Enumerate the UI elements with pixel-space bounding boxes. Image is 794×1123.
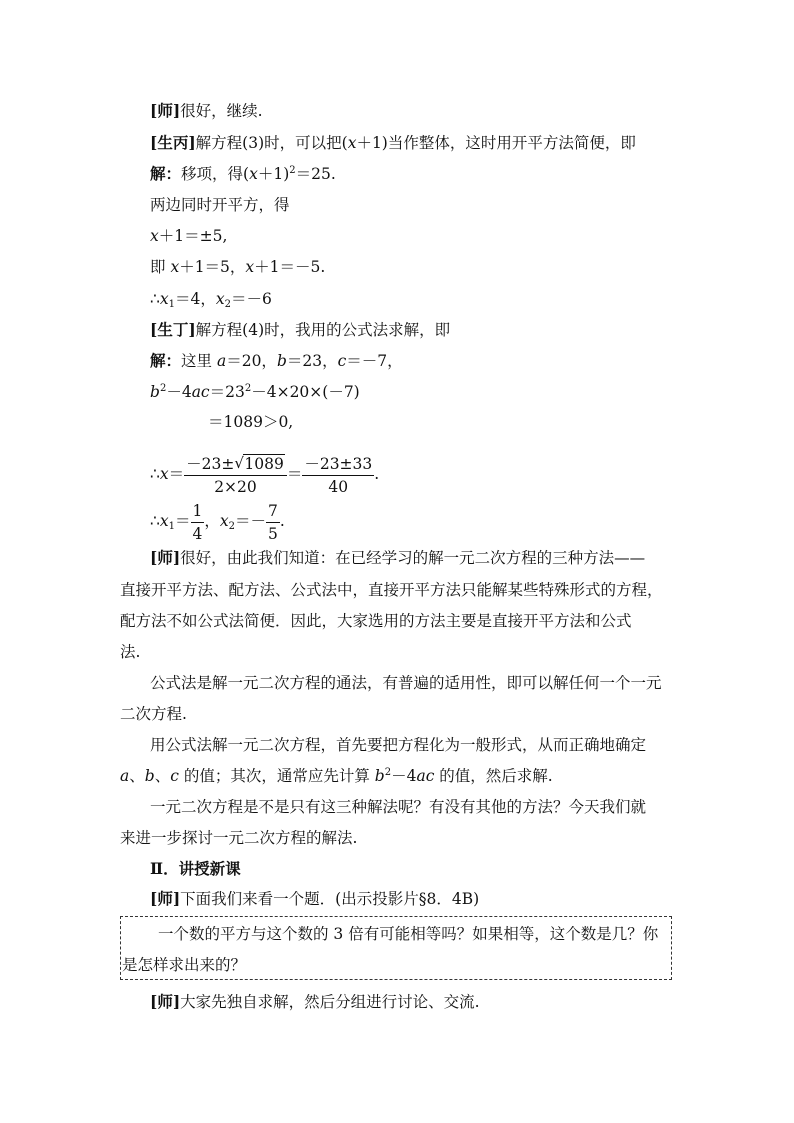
denominator: 4 — [192, 524, 203, 543]
line-text: 配方法不如公式法简便．因此，大家选用的方法主要是直接开平方法和公式 — [120, 612, 632, 630]
exponent: 2 — [159, 383, 167, 394]
solution-lead: 解： — [150, 351, 182, 370]
variable: b — [276, 352, 287, 370]
line-text: 的值，然后求解. — [434, 767, 553, 785]
variable: x — [170, 258, 180, 276]
line-text: 二次方程. — [120, 705, 187, 723]
line-text: ＋1) — [257, 165, 290, 183]
numerator: －23±33 — [302, 455, 374, 476]
solution-line-5 — [150, 289, 272, 309]
subscript: 1 — [168, 299, 175, 310]
line-text: ＋1＝±5, — [158, 227, 228, 245]
solution-line-2 — [150, 195, 290, 215]
line-text: 解方程(3)时，可以把( — [195, 134, 348, 152]
variable: x — [249, 165, 258, 183]
quadratic-formula-line — [150, 452, 379, 496]
speaker-label: [生丁] — [150, 320, 196, 339]
student-ding-line — [150, 320, 450, 340]
solution-line-1 — [150, 164, 336, 184]
line-text: ＋1＝5， — [179, 258, 246, 276]
line-text: 大家先独自求解，然后分组进行讨论、交流. — [180, 993, 480, 1011]
line-text: 下面我们来看一个题．(出示投影片§8．4B) — [180, 890, 480, 908]
variable: x — [219, 512, 229, 530]
line-text: ＝23， — [286, 352, 338, 370]
exponent: 2 — [384, 767, 392, 778]
line-text: 一个数的平方与这个数的 3 倍有可能相等吗？如果相等，这个数是几？你 — [158, 925, 659, 943]
line-text: 公式法是解一元二次方程的通法，有普遍的适用性，即可以解任何一个一元 — [150, 674, 662, 692]
fraction — [302, 455, 374, 496]
line-text: －4 — [391, 767, 417, 785]
paragraph-2-line-2 — [120, 704, 187, 724]
line-text: 是怎样求出来的？ — [122, 956, 247, 974]
line-text: ＝ — [168, 465, 185, 483]
teacher-line-1 — [150, 101, 263, 121]
therefore-symbol: ∴ — [150, 512, 160, 530]
variable: b — [374, 767, 385, 785]
teacher-paragraph-line-4 — [120, 642, 140, 662]
paragraph-2-line-1 — [150, 673, 662, 693]
paragraph-3-line-1 — [150, 735, 646, 755]
variable: b — [144, 767, 155, 785]
line-text: 用公式法解一元二次方程，首先要把方程化为一般形式，从而正确地确定 — [150, 736, 647, 754]
line-text: ＝1089＞0, — [208, 413, 294, 431]
variable: x — [215, 290, 225, 308]
section-heading — [150, 859, 241, 879]
subscript: 2 — [224, 299, 231, 310]
line-text: ＝25. — [295, 165, 336, 183]
numerator: 1 — [191, 502, 205, 523]
line-text: 来进一步探讨一元二次方程的解法. — [120, 829, 358, 847]
solution-line-3 — [150, 226, 227, 246]
variable: x — [159, 512, 169, 530]
variable: x — [159, 465, 169, 483]
paragraph-4-line-2 — [120, 828, 357, 848]
line-text: 法. — [120, 643, 141, 661]
line-text: 的值；其次，通常应先计算 — [178, 767, 375, 785]
line-text: ， — [204, 512, 220, 530]
line-text: 很好，继续. — [180, 102, 263, 120]
variable: c — [170, 767, 179, 785]
paragraph-4-line-1 — [150, 797, 646, 817]
speaker-label: [师] — [150, 548, 181, 567]
exponent: 2 — [244, 383, 252, 394]
variable: x — [159, 290, 169, 308]
speaker-label: [师] — [150, 101, 181, 120]
variable: a — [120, 767, 130, 785]
therefore-symbol: ∴ — [150, 290, 160, 308]
teacher-paragraph-line-1 — [150, 548, 645, 568]
line-text: ＝20， — [226, 352, 277, 370]
solution-line-4 — [150, 257, 325, 277]
numerator: 7 — [266, 502, 280, 523]
line-text: ＝－ — [235, 512, 267, 530]
denominator: 40 — [328, 477, 349, 496]
line-text: 即 — [150, 258, 171, 276]
fraction — [191, 502, 205, 543]
variable: a — [216, 352, 227, 370]
line-text: ＝ — [286, 465, 303, 483]
speaker-label: [师] — [150, 992, 181, 1011]
line-text: ＝－6 — [231, 290, 272, 308]
problem-line-1 — [158, 924, 658, 944]
speaker-label: [师] — [150, 889, 181, 908]
line-text: ＝ — [175, 512, 191, 530]
variable: c — [337, 352, 347, 370]
variable: b — [150, 383, 160, 401]
radicand: 1089 — [244, 454, 284, 473]
variable: ac — [191, 383, 210, 401]
solution-lead: 解： — [150, 164, 182, 183]
line-text: 解方程(4)时，我用的公式法求解，即 — [195, 321, 451, 339]
denominator: 2×20 — [214, 477, 257, 496]
denominator: 5 — [268, 524, 278, 543]
therefore-symbol: ∴ — [150, 465, 160, 483]
teacher-line-prompt — [150, 889, 479, 909]
variable: x — [245, 258, 255, 276]
fraction — [184, 455, 287, 496]
variable: x — [150, 227, 159, 245]
line-text: 移项，得( — [181, 165, 250, 183]
line-text: 很好，由此我们知道：在已经学习的解一元二次方程的三种方法—— — [180, 549, 646, 567]
teacher-paragraph-line-3 — [120, 611, 632, 631]
variable: x — [347, 134, 357, 152]
solution2-line-1 — [150, 351, 403, 371]
subscript: 2 — [228, 521, 236, 532]
square-root — [234, 455, 284, 473]
numerator-text: －23± — [186, 454, 235, 473]
roots-line — [150, 499, 285, 543]
line-text: ＝－7， — [346, 352, 403, 370]
exponent: 2 — [289, 165, 296, 176]
line-text: 直接开平方法、配方法、公式法中，直接开平方法只能解某些特殊形式的方程， — [120, 581, 663, 599]
subscript: 1 — [168, 521, 175, 532]
student-bing-line — [150, 133, 636, 153]
line-text: 这里 — [181, 352, 217, 370]
line-text: . — [279, 512, 285, 530]
problem-line-2 — [122, 955, 246, 975]
line-text: ＝23 — [209, 383, 245, 401]
speaker-label: [生丙] — [150, 133, 196, 152]
teacher-paragraph-line-2 — [120, 580, 663, 600]
section-title: Ⅱ．讲授新课 — [150, 859, 241, 878]
discriminant-line — [150, 382, 360, 402]
fraction — [266, 502, 280, 543]
paragraph-3-line-2 — [120, 766, 553, 786]
radical-sign-icon: √ — [234, 453, 244, 472]
line-text: ＋1)当作整体，这时用开平方法简便，即 — [356, 134, 636, 152]
line-text: 、 — [129, 767, 145, 785]
discriminant-value-line — [208, 412, 293, 432]
line-text: ＝4， — [175, 290, 216, 308]
line-text: 一元二次方程是不是只有这三种解法呢？有没有其他的方法？今天我们就 — [150, 798, 647, 816]
line-text: －4×20×(－7) — [251, 383, 360, 401]
line-text: ＋1＝－5. — [254, 258, 326, 276]
line-text: －4 — [166, 383, 192, 401]
line-text: 两边同时开平方，得 — [150, 196, 290, 214]
variable: ac — [416, 767, 435, 785]
line-text: 、 — [154, 767, 171, 785]
teacher-line-last — [150, 992, 480, 1012]
line-text: . — [374, 465, 380, 483]
